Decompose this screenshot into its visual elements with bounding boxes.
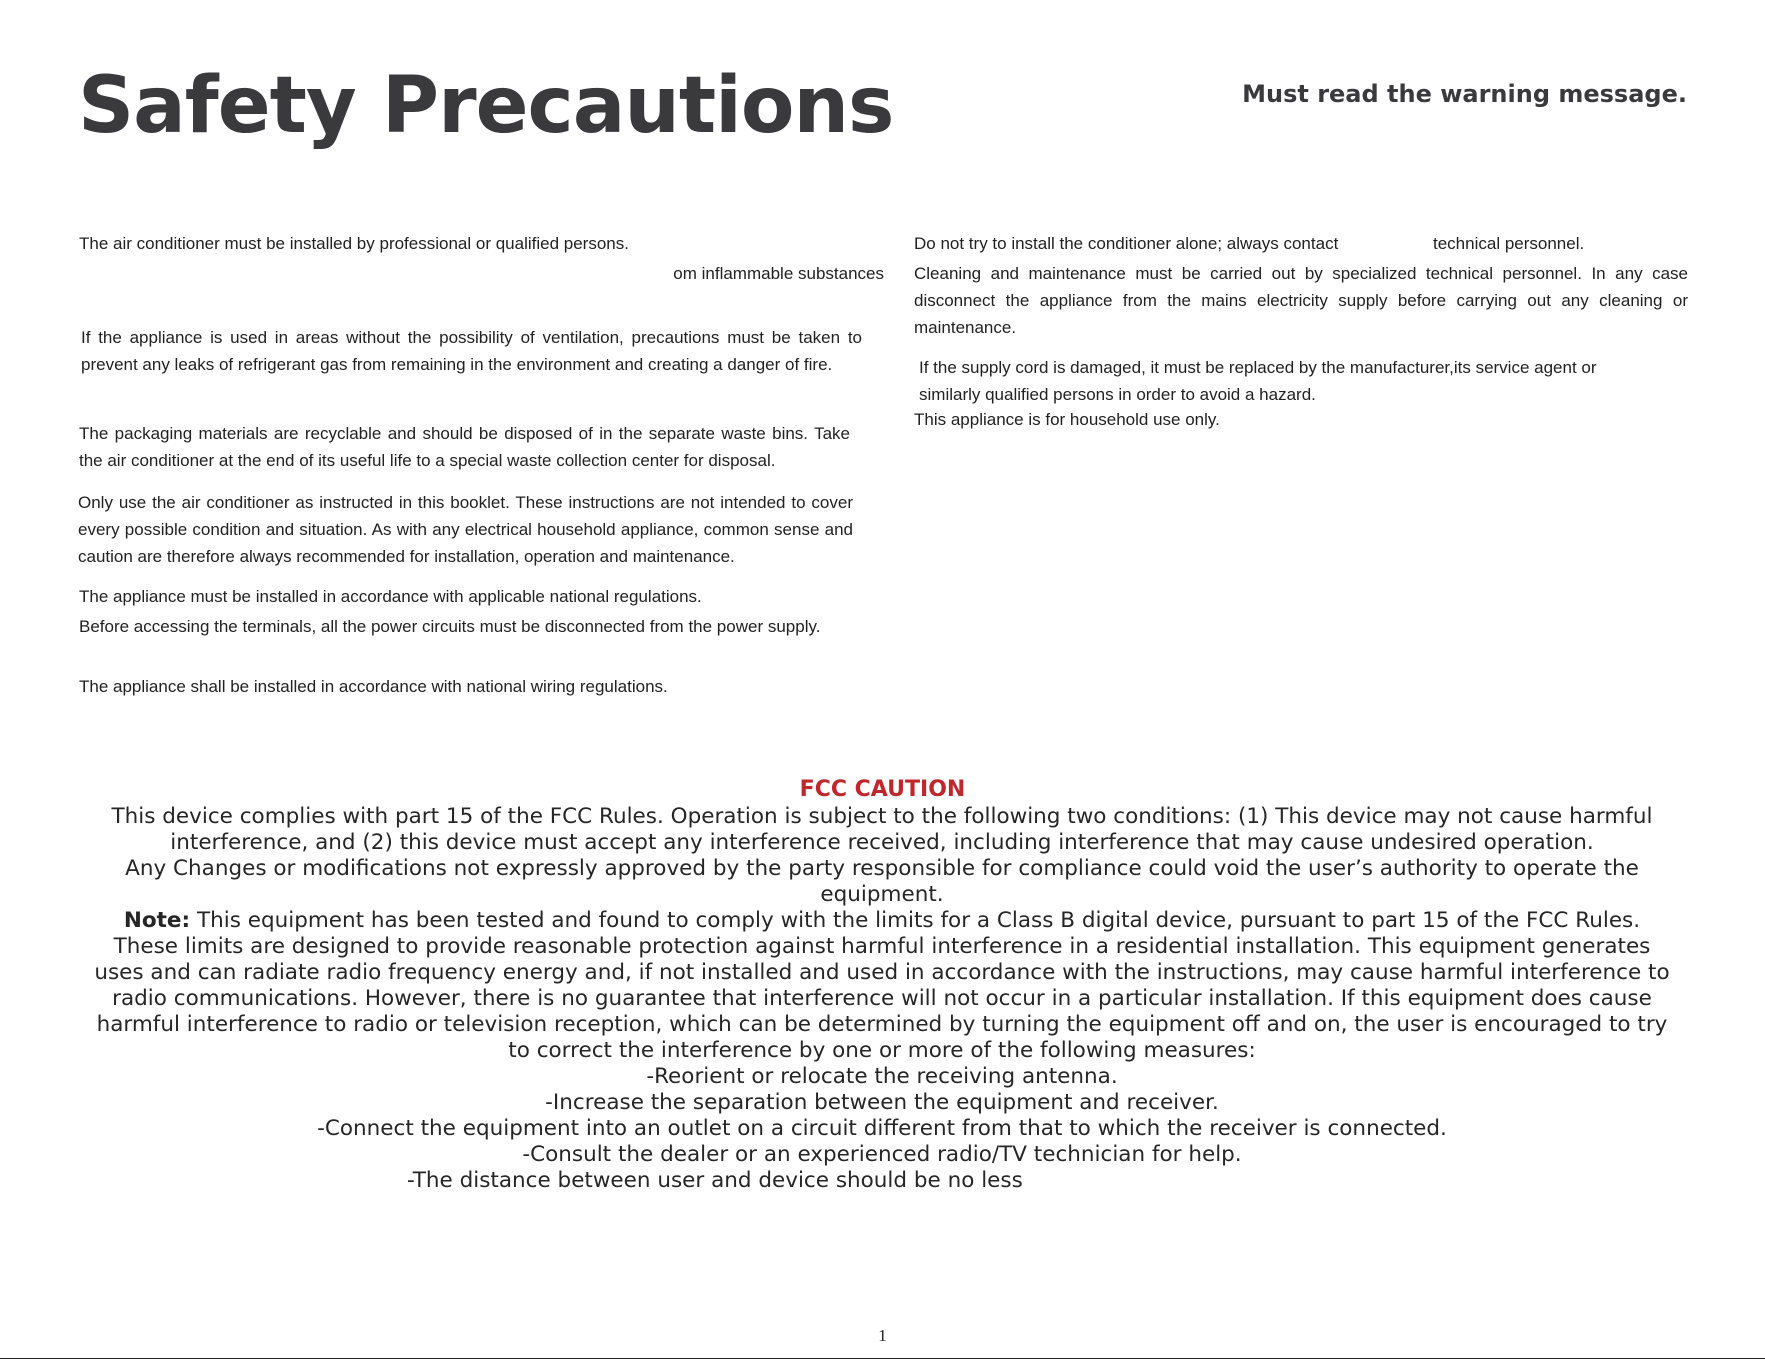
right-item-4: This appliance is for household use only. — [914, 410, 1220, 429]
note-label: Note: — [123, 908, 191, 933]
note-text: This equipment has been tested and found to comply with the limits for a Class B digital device, pursuant to part 15 of the FCC Rules. These limits are designed to provide reasonable protection against harmful interference in a residential installation. This equipment generates uses and can radiate radio frequency energy and, if not installed and used in accordance with the instructions, may cause harmful interference to radio communications. However, there is no guarantee that interference will not occur in a particular installation. If this equipment does cause harmful interference to radio or television reception, which can be determined by turning the equipment off and on, the user is encouraged to try to correct the interference by one or more of the following measures: — [94, 908, 1670, 1063]
fcc-measure-5: -The distance between user and device should be no less — [407, 1168, 1023, 1193]
left-item-2: om inflammable substances — [673, 264, 884, 283]
fcc-caution-heading: FCC CAUTION — [799, 777, 966, 802]
right-item-3: If the supply cord is damaged, it must be replaced by the manufacturer,its service agent or similarly qualified persons in order to avoid a hazard. — [919, 358, 1597, 404]
fcc-measure-3: -Connect the equipment into an outlet on a circuit different from that to which the receiver is connected. — [317, 1116, 1447, 1141]
fcc-caution-body — [92, 804, 1672, 1194]
fcc-paragraph-2: Any Changes or modifications not expressly approved by the party responsible for compliance could void the user’s authority to operate the equipment. — [125, 856, 1639, 907]
fcc-measure-1: -Reorient or relocate the receiving antenna. — [646, 1064, 1118, 1089]
fcc-measure-2: -Increase the separation between the equipment and receiver. — [545, 1090, 1219, 1115]
right-item-1b: technical personnel. — [1433, 234, 1585, 253]
left-item-7: Before accessing the terminals, all the power circuits must be disconnected from the power supply. — [79, 617, 821, 636]
right-item-2: Cleaning and maintenance must be carried out by specialized technical personnel. In any case disconnect the appliance from the mains electricity supply before carrying out any cleaning or maintenance. — [914, 264, 1688, 337]
bottom-rule — [0, 1358, 1765, 1359]
right-item-1a: Do not try to install the conditioner alone; always contact — [914, 234, 1339, 253]
left-item-1: The air conditioner must be installed by professional or qualified persons. — [79, 234, 629, 253]
left-item-6: The appliance must be installed in accordance with applicable national regulations. — [79, 587, 702, 606]
left-item-5: Only use the air conditioner as instructed in this booklet. These instructions are not intended to cover every possible condition and situation. As with any electrical household appliance, common sense and caution are therefore always recommended for installation, operation and maintenance. — [78, 493, 853, 566]
left-item-3: If the appliance is used in areas without the possibility of ventilation, precautions must be taken to prevent any leaks of refrigerant gas from remaining in the environment and creating a danger of fire. — [81, 328, 862, 374]
page-title: Safety Precautions — [78, 61, 894, 151]
warning-note: Must read the warning message. — [1242, 80, 1687, 108]
fcc-paragraph-1: This device complies with part 15 of the FCC Rules. Operation is subject to the following two conditions: (1) This device may not cause harmful interference, and (2) this device must accept any interference received, including interference that may cause undesired operation. — [111, 804, 1653, 855]
fcc-measure-4: -Consult the dealer or an experienced radio/TV technician for help. — [522, 1142, 1242, 1167]
page-number: 1 — [878, 1326, 887, 1345]
fcc-note — [92, 908, 1672, 1064]
left-item-4: The packaging materials are recyclable and should be disposed of in the separate waste bins. Take the air conditioner at the end of its useful life to a special waste collection center for disposal. — [79, 424, 850, 470]
left-item-8: The appliance shall be installed in accordance with national wiring regulations. — [79, 677, 668, 696]
